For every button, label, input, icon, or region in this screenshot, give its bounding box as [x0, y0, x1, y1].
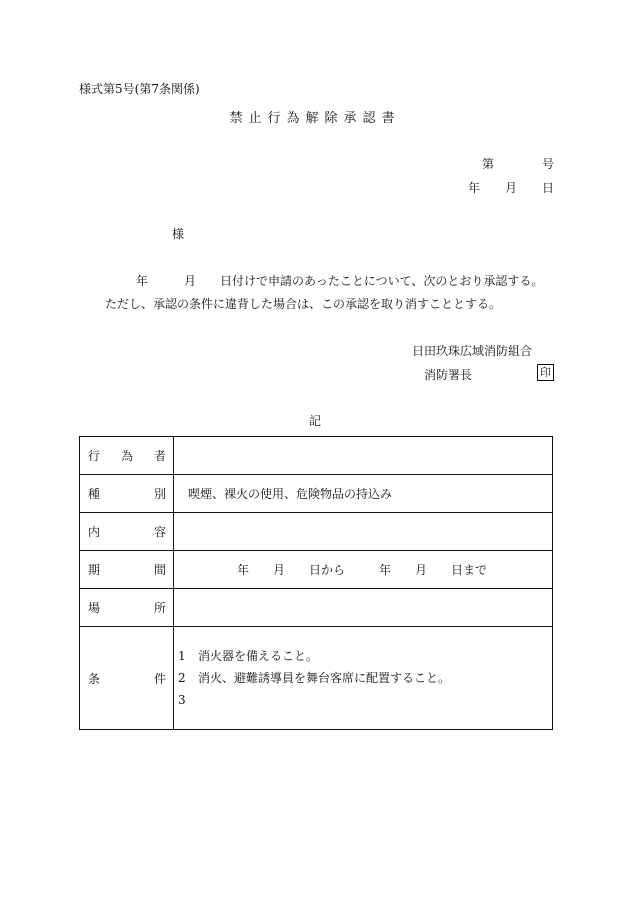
content-label-cell: [80, 513, 174, 551]
table-row-place: [80, 589, 553, 627]
issue-year: 年: [468, 181, 481, 195]
conditions-label-cell: [80, 627, 174, 730]
issuer-title: 消防署長: [424, 368, 473, 382]
period-from-month: 月: [273, 563, 286, 577]
condition-text: 消火器を備えること。: [198, 649, 319, 663]
actor-label-char: 行: [88, 449, 101, 463]
table-row-actor: [80, 437, 553, 475]
issuer-organization: 日田玖珠広域消防組合: [412, 344, 533, 358]
form-number: 様式第5号(第7条関係): [79, 82, 200, 96]
approval-details-table: [79, 436, 553, 730]
type-value: 喫煙、裸火の使用、危険物品の持込み: [174, 475, 553, 513]
period-to-day: 日まで: [451, 563, 488, 577]
place-label-cell: [80, 589, 174, 627]
body-line-1-rest: 日付けで申請のあったことについて、次のとおり承認する。: [220, 274, 544, 288]
body-line-1: [136, 272, 543, 289]
body-year: 年: [136, 274, 149, 288]
condition-number: 1: [178, 649, 186, 663]
period-to-year: 年: [379, 563, 392, 577]
period-from-year: 年: [237, 563, 250, 577]
period-value: [174, 551, 553, 589]
type-label-char: 種: [88, 487, 101, 501]
condition-number: 3: [178, 693, 186, 707]
actor-label-char: 為: [120, 449, 133, 463]
table-row-type: [80, 475, 553, 513]
conditions-label-char: 件: [153, 671, 166, 686]
actor-value: [174, 437, 553, 475]
type-label-cell: [80, 475, 174, 513]
document-number-line: [482, 155, 554, 172]
condition-item: [178, 645, 552, 667]
period-from-day: 日から: [309, 563, 346, 577]
place-value: [174, 589, 553, 627]
seal-stamp: 印: [537, 364, 554, 381]
place-label-char: 場: [88, 601, 101, 615]
issue-month: 月: [504, 181, 517, 195]
conditions-list: [174, 627, 553, 730]
content-label-char: 容: [153, 525, 166, 539]
actor-label-char: 者: [153, 449, 166, 463]
condition-item: [178, 667, 552, 689]
number-suffix: 号: [541, 157, 554, 171]
number-prefix: 第: [482, 157, 495, 171]
body-line-2: ただし、承認の条件に違背した場合は、この承認を取り消すこととする。: [105, 297, 502, 311]
table-row-period: [80, 551, 553, 589]
issue-date-line: [468, 179, 554, 196]
table-row-conditions: [80, 627, 553, 730]
period-label-char: 期: [88, 563, 101, 577]
period-to-month: 月: [415, 563, 428, 577]
type-label-char: 別: [153, 487, 166, 501]
condition-item: [178, 689, 552, 711]
condition-number: 2: [178, 671, 186, 685]
addressee-suffix: 様: [172, 227, 185, 241]
content-label-char: 内: [88, 525, 101, 539]
period-label-cell: [80, 551, 174, 589]
content-value: [174, 513, 553, 551]
period-label-char: 間: [153, 563, 166, 577]
conditions-label-char: 条: [88, 671, 101, 686]
document-title: 禁止行為解除承認書: [229, 111, 401, 126]
table-row-content: [80, 513, 553, 551]
body-month: 月: [184, 274, 197, 288]
place-label-char: 所: [153, 601, 166, 615]
actor-label-cell: [80, 437, 174, 475]
ki-heading: 記: [308, 414, 321, 428]
condition-text: 消火、避難誘導員を舞台客席に配置すること。: [198, 671, 451, 685]
issue-day: 日: [541, 181, 554, 195]
